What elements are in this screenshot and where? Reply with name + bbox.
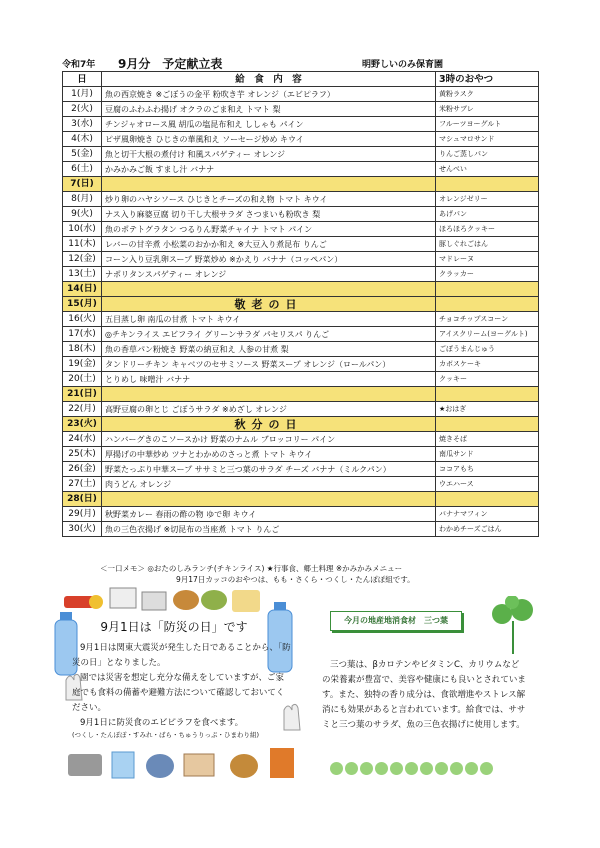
table-row (63, 267, 539, 282)
table-row (63, 507, 539, 522)
meal-cell: かみかみご飯 すまし汁 バナナ (102, 162, 436, 177)
snack-cell: チョコチップスコーン (436, 312, 539, 327)
table-row (63, 147, 539, 162)
meal-cell: 肉うどん オレンジ (102, 477, 436, 492)
memo-line: ＜一口メモ＞ ◎おたのしみランチ(チキンライス) ★行事食、郷土料理 ※かみかみメニュー (100, 564, 403, 573)
day-cell: 19(金) (63, 357, 102, 372)
meal-cell: 豆腐のふわふわ揚げ オクラのごま和え トマト 梨 (102, 102, 436, 117)
meal-cell: ◎チキンライス エビフライ グリーンサラダ パセリスパ りんご (102, 327, 436, 342)
table-row (63, 282, 539, 297)
mitsuba-herb-icon (488, 596, 538, 656)
snack-cell: カボスケーキ (436, 357, 539, 372)
day-cell: 20(土) (63, 372, 102, 387)
day-cell: 3(水) (63, 117, 102, 132)
table-row (63, 177, 539, 192)
snack-cell: ごぼうまんじゅう (436, 342, 539, 357)
disaster-day-text: 9月1日に防災食のエビピラフを食べます。 (80, 718, 244, 728)
meal-cell: タンドリーチキン キャベツのセサミソース 野菜スープ オレンジ（ロールパン） (102, 357, 436, 372)
memo-line: 9月17日カッコのおやつは、もも・さくら・つくし・たんぽぽ組です。 (176, 575, 415, 584)
meal-cell: ナス入り麻婆豆腐 切り干し大根サラダ さつまいも粉吹き 梨 (102, 207, 436, 222)
food-package-icon (270, 748, 294, 778)
meal-cell: 魚の三色衣揚げ ※切昆布の当座煮 トマト りんご (102, 522, 436, 537)
table-row (63, 417, 539, 432)
day-cell: 27(土) (63, 477, 102, 492)
can-icon (173, 590, 227, 610)
day-cell: 29(月) (63, 507, 102, 522)
snack-cell: せんべい (436, 162, 539, 177)
snack-cell: ほろほろクッキー (436, 222, 539, 237)
meal-cell: ピザ風卵焼き ひじきの華風和え ソーセージ炒め キウイ (102, 132, 436, 147)
table-row (63, 162, 539, 177)
meal-cell (102, 177, 436, 192)
day-cell: 11(木) (63, 237, 102, 252)
table-row (63, 117, 539, 132)
cup-icon (112, 752, 134, 778)
meal-cell: 魚の香草パン粉焼き 野菜の納豆和え 人参の甘煮 梨 (102, 342, 436, 357)
day-cell: 21(日) (63, 387, 102, 402)
snack-cell (436, 177, 539, 192)
meal-cell: 五目蒸し卵 南瓜の甘煮 トマト キウイ (102, 312, 436, 327)
snack-cell: クッキー (436, 372, 539, 387)
disaster-day-text: 園では災害を想定し充分な備えをしていますが、ご家庭でも食料の備蓄や避難方法について確認しておいてください。 (72, 673, 285, 713)
meal-cell: 高野豆腐の卵とじ ごぼうサラダ ※めざし オレンジ (102, 402, 436, 417)
snack-cell: ウエハース (436, 477, 539, 492)
table-row (63, 387, 539, 402)
meal-cell: 秋野菜カレー 春雨の酢の物 ゆで卵 キウイ (102, 507, 436, 522)
page-header (0, 57, 600, 71)
snack-cell (436, 492, 539, 507)
snack-cell: 豚しぐれごはん (436, 237, 539, 252)
radio-icon (68, 754, 102, 776)
meal-cell: 魚のポテトグラタン つるりん野菜チャイナ トマト パイン (102, 222, 436, 237)
biscuit-icon (232, 590, 260, 612)
table-row (63, 87, 539, 102)
snack-cell: りんご蒸しパン (436, 147, 539, 162)
snack-cell: フルーツヨーグルト (436, 117, 539, 132)
snack-cell (436, 417, 539, 432)
day-cell: 2(火) (63, 102, 102, 117)
day-cell: 7(日) (63, 177, 102, 192)
snack-cell: わかめチーズごはん (436, 522, 539, 537)
snack-cell: マシュマロサンド (436, 132, 539, 147)
emergency-goods-illustration (60, 740, 300, 790)
table-header-row (63, 72, 539, 87)
day-cell: 24(水) (63, 432, 102, 447)
snack-cell: 南瓜サンド (436, 447, 539, 462)
disaster-day-classes: (つくし・たんぽぽ・すみれ・ばら・ちゅうりっぷ・ひまわり組) (72, 731, 260, 739)
day-cell: 15(月) (63, 297, 102, 312)
table-row (63, 462, 539, 477)
table-row (63, 132, 539, 147)
decorative-dots (330, 760, 495, 779)
day-cell: 16(火) (63, 312, 102, 327)
snack-cell: 焼きそば (436, 432, 539, 447)
snack-cell: バナナマフィン (436, 507, 539, 522)
table-row (63, 297, 539, 312)
day-cell: 14(日) (63, 282, 102, 297)
snack-cell (436, 282, 539, 297)
canned-food-icon (184, 754, 214, 776)
day-cell: 4(木) (63, 132, 102, 147)
day-cell: 8(月) (63, 192, 102, 207)
day-cell: 12(金) (63, 252, 102, 267)
snack-cell: クラッカー (436, 267, 539, 282)
day-cell: 1(月) (63, 87, 102, 102)
snack-column-header: 3時のおやつ (436, 72, 539, 87)
table-row (63, 102, 539, 117)
snack-cell (436, 387, 539, 402)
day-cell: 28(日) (63, 492, 102, 507)
disaster-day-title: 9月1日は「防災の日」です (100, 620, 248, 634)
day-column-header: 日 (63, 72, 102, 87)
day-cell: 6(土) (63, 162, 102, 177)
snack-cell: ココアもち (436, 462, 539, 477)
table-row (63, 222, 539, 237)
can-icon (146, 754, 174, 778)
snack-cell: 米粉サブレ (436, 102, 539, 117)
holiday-name-cell: 敬老の日 (102, 297, 436, 312)
table-row (63, 252, 539, 267)
table-row (63, 192, 539, 207)
snack-cell (436, 297, 539, 312)
table-row (63, 342, 539, 357)
can-icon (230, 754, 258, 778)
table-row (63, 492, 539, 507)
meal-cell: ハンバーグきのこソースかけ 野菜のナムル ブロッコリー パイン (102, 432, 436, 447)
day-cell: 22(月) (63, 402, 102, 417)
day-cell: 17(水) (63, 327, 102, 342)
local-food-label: 今月の地産地消食材 三つ葉 (330, 611, 462, 631)
table-row (63, 372, 539, 387)
meal-cell (102, 492, 436, 507)
meal-cell: 炒り卵のハヤシソース ひじきとチーズの和え物 トマト キウイ (102, 192, 436, 207)
meal-cell: コーン入り豆乳卵スープ 野菜炒め ※かえり バナナ（コッペパン） (102, 252, 436, 267)
day-cell: 10(水) (63, 222, 102, 237)
table-row (63, 357, 539, 372)
canned-food-icon (110, 588, 166, 610)
menu-body (63, 87, 539, 537)
table-row (63, 237, 539, 252)
table-row (63, 402, 539, 417)
day-cell: 18(木) (63, 342, 102, 357)
table-row (63, 327, 539, 342)
table-row (63, 447, 539, 462)
meal-cell: レバーの甘辛煮 小松菜のおかか和え ※大豆入り煮昆布 りんご (102, 237, 436, 252)
snack-cell: 黄粉ラスク (436, 87, 539, 102)
table-row (63, 207, 539, 222)
organization-name: 明野しいのみ保育園 (362, 60, 444, 70)
meal-cell: ナポリタンスパゲティー オレンジ (102, 267, 436, 282)
snack-cell: アイスクリーム(ヨーグルト) (436, 327, 539, 342)
day-cell: 26(金) (63, 462, 102, 477)
snack-cell: マドレーヌ (436, 252, 539, 267)
local-food-text: 三つ葉は、βカロテンやビタミンC、カリウムなどの栄養素が豊富で、美容や健康にも良いとされています。また、独特の香り成分は、食欲増進やストレス解消にも効果があると言われています。給食では、ササミと三つ葉のサラダ、魚の三色衣揚げに使用します。 (322, 660, 526, 730)
table-row (63, 477, 539, 492)
snack-cell: オレンジゼリー (436, 192, 539, 207)
flashlight-icon (64, 595, 103, 609)
day-cell: 9(火) (63, 207, 102, 222)
meal-cell: 野菜たっぷり中華スープ ササミと三つ葉のサラダ チーズ バナナ（ミルクパン） (102, 462, 436, 477)
meal-cell: とりめし 味噌汁 バナナ (102, 372, 436, 387)
menu-table (62, 71, 539, 537)
table-row (63, 312, 539, 327)
meal-cell (102, 282, 436, 297)
era-label: 令和7年 (62, 60, 96, 70)
local-food-description (322, 658, 527, 733)
meal-column-header: 給 食 内 容 (102, 72, 436, 87)
snack-cell: あげパン (436, 207, 539, 222)
day-cell: 5(金) (63, 147, 102, 162)
snack-cell: ★おはぎ (436, 402, 539, 417)
meal-cell: チンジャオロース風 胡瓜の塩昆布和え ししゃも パイン (102, 117, 436, 132)
meal-cell: 魚の西京焼き ※ごぼうの金平 粉吹き芋 オレンジ（エビピラフ） (102, 87, 436, 102)
meal-cell: 魚と切干大根の煮付け 和風スパゲティー オレンジ (102, 147, 436, 162)
page-title: 9月分 予定献立表 (118, 57, 223, 71)
day-cell: 25(木) (63, 447, 102, 462)
day-cell: 23(火) (63, 417, 102, 432)
meal-cell: 厚揚げの中華炒め ツナとわかめのさっと煮 トマト キウイ (102, 447, 436, 462)
disaster-day-text: 9月1日は関東大震災が発生した日であることから、「防災の日」となりました。 (72, 643, 291, 668)
holiday-name-cell: 秋分の日 (102, 417, 436, 432)
day-cell: 30(火) (63, 522, 102, 537)
table-row (63, 522, 539, 537)
day-cell: 13(土) (63, 267, 102, 282)
meal-cell (102, 387, 436, 402)
table-row (63, 432, 539, 447)
disaster-day-notice (72, 620, 292, 740)
